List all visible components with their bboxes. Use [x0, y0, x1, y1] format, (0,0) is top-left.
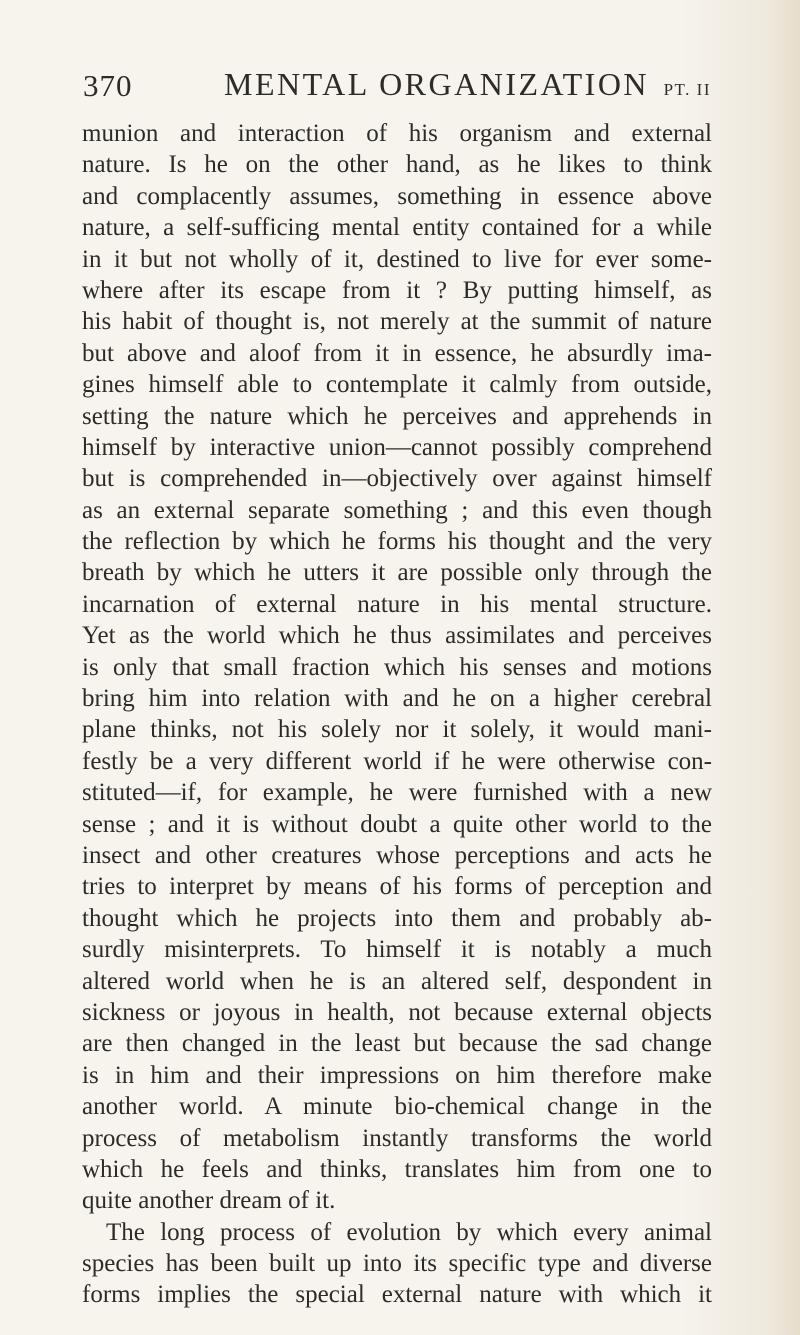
- text-line: nature. Is he on the other hand, as he likes to think: [82, 151, 712, 179]
- text-line: gines himself able to contemplate it calmly from outside,: [82, 371, 712, 399]
- text-line: sense ; and it is without doubt a quite other world to the: [82, 810, 712, 838]
- text-line: and complacently assumes, something in essence above: [82, 182, 712, 210]
- text-line: his habit of thought is, not merely at the summit of nature: [82, 308, 712, 336]
- page-header: [83, 60, 711, 110]
- text-line: forms implies the special external nature with which it: [82, 1281, 712, 1309]
- text-line: plane thinks, not his solely nor it solely, it would mani-: [82, 716, 712, 744]
- running-title: MENTAL ORGANIZATION: [224, 66, 650, 102]
- text-line: is only that small fraction which his senses and motions: [82, 653, 712, 681]
- text-line: incarnation of external nature in his mental structure.: [82, 590, 712, 618]
- text-line: where after its escape from it ? By putting himself, as: [82, 276, 712, 304]
- text-line: species has been built up into its specific type and diverse: [82, 1250, 712, 1278]
- text-line: are then changed in the least but because the sad change: [82, 1030, 712, 1058]
- text-line: altered world when he is an altered self, despondent in: [82, 967, 712, 995]
- text-line: process of metabolism instantly transforms the world: [82, 1124, 712, 1152]
- text-line: the reflection by which he forms his thought and the very: [82, 528, 712, 556]
- body-text: [82, 118, 712, 1311]
- text-line: but above and aloof from it in essence, he absurdly ima-: [82, 339, 712, 367]
- text-line: surdly misinterprets. To himself it is notably a much: [82, 936, 712, 964]
- text-line: nature, a self-sufficing mental entity contained for a while: [82, 214, 712, 242]
- text-line: bring him into relation with and he on a higher cerebral: [82, 685, 712, 713]
- text-line: stituted—if, for example, he were furnished with a new: [82, 779, 712, 807]
- text-line: munion and interaction of his organism and external: [82, 120, 712, 147]
- text-line: insect and other creatures whose perceptions and acts he: [82, 841, 712, 869]
- text-line: setting the nature which he perceives and apprehends in: [82, 402, 712, 430]
- page-number: 370: [83, 68, 133, 103]
- text-line: quite another dream of it.: [82, 1187, 336, 1215]
- text-line: but is comprehended in—objectively over against himself: [82, 465, 712, 493]
- text-line: festly be a very different world if he were otherwise con-: [82, 747, 712, 775]
- text-line: sickness or joyous in health, not because external objects: [82, 998, 712, 1026]
- text-line: himself by interactive union—cannot possibly comprehend: [82, 433, 712, 461]
- text-line: breath by which he utters it are possible only through the: [82, 559, 712, 587]
- text-line: as an external separate something ; and this even though: [82, 496, 712, 524]
- text-line: another world. A minute bio-chemical change in the: [82, 1093, 712, 1121]
- text-line: tries to interpret by means of his forms of perception and: [82, 873, 712, 901]
- part-label: PT. II: [663, 80, 711, 99]
- text-line: The long process of evolution by which every animal: [106, 1218, 712, 1246]
- text-line: which he feels and thinks, translates him from one to: [82, 1155, 712, 1183]
- text-line: is in him and their impressions on him therefore make: [82, 1061, 712, 1089]
- text-line: Yet as the world which he thus assimilates and perceives: [82, 622, 712, 650]
- text-line: in it but not wholly of it, destined to live for ever some-: [82, 245, 712, 273]
- text-line: thought which he projects into them and probably ab-: [82, 904, 712, 932]
